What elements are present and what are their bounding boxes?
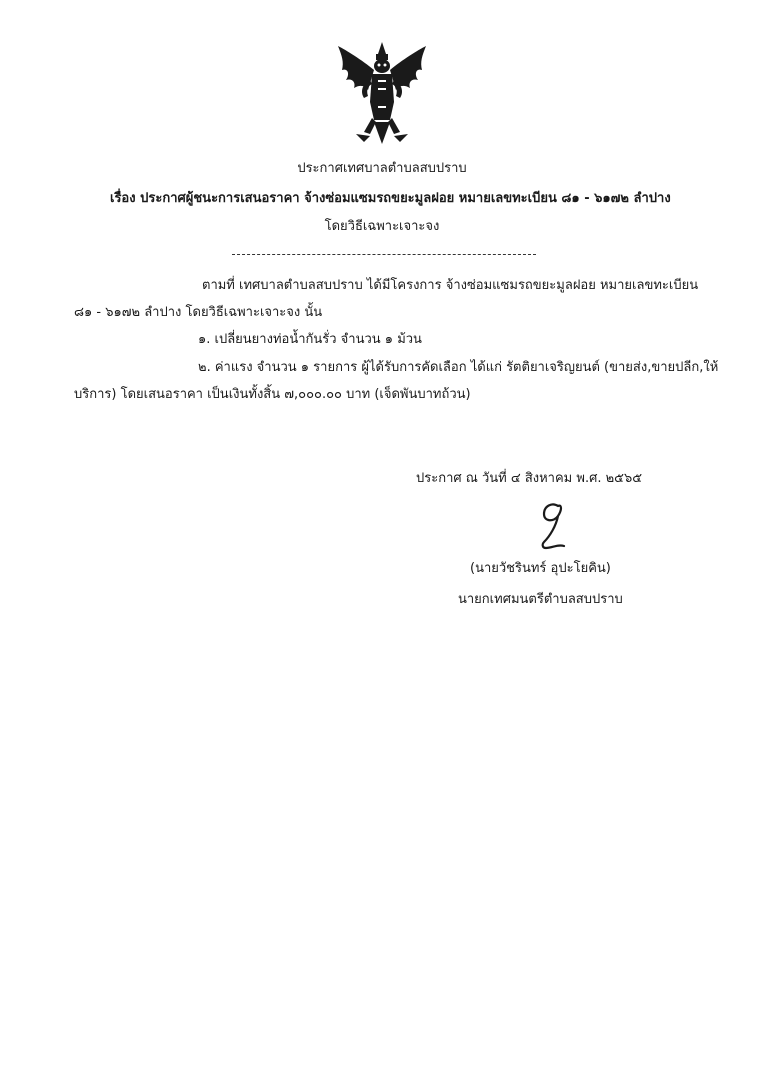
item-2-line-2: บริการ) โดยเสนอราคา เป็นเงินทั้งสิ้น ๗,๐๐๐.๐๐ บาท (เจ็ดพันบาทถ้วน) — [74, 387, 471, 402]
item-2-line-1: ๒. ค่าแรง จำนวน ๑ รายการ ผู้ได้รับการคัดเลือก ได้แก่ รัตติยาเจริญยนต์ (ขายส่ง,ขายปลีก,ให้ — [198, 360, 719, 375]
procurement-method: โดยวิธีเฉพาะเจาะจง — [324, 219, 440, 234]
subject-line: เรื่อง ประกาศผู้ชนะการเสนอราคา จ้างซ่อมแซมรถขยะมูลฝอย หมายเลขทะเบียน ๘๑ - ๖๑๗๒ ลำปาง — [110, 191, 671, 206]
signer-name: (นายวัชรินทร์ อุปะโยคิน) — [470, 561, 611, 576]
paragraph-1-line-1: ตามที่ เทศบาลตำบลสบปราบ ได้มีโครงการ จ้างซ่อมแซมรถขยะมูลฝอย หมายเลขทะเบียน — [202, 278, 699, 293]
garuda-emblem-icon — [334, 40, 430, 148]
item-1: ๑. เปลี่ยนยางท่อน้ำกันรั่ว จำนวน ๑ ม้วน — [198, 332, 422, 347]
signature-mark — [530, 500, 576, 556]
announcement-date: ประกาศ ณ วันที่ ๔ สิงหาคม พ.ศ. ๒๕๖๕ — [416, 471, 643, 486]
divider-rule — [232, 254, 536, 255]
org-title: ประกาศเทศบาลตำบลสบปราบ — [297, 161, 467, 176]
signer-title: นายกเทศมนตรีตำบลสบปราบ — [458, 592, 623, 607]
paragraph-1-line-2: ๘๑ - ๖๑๗๒ ลำปาง โดยวิธีเฉพาะเจาะจง นั้น — [74, 305, 323, 320]
